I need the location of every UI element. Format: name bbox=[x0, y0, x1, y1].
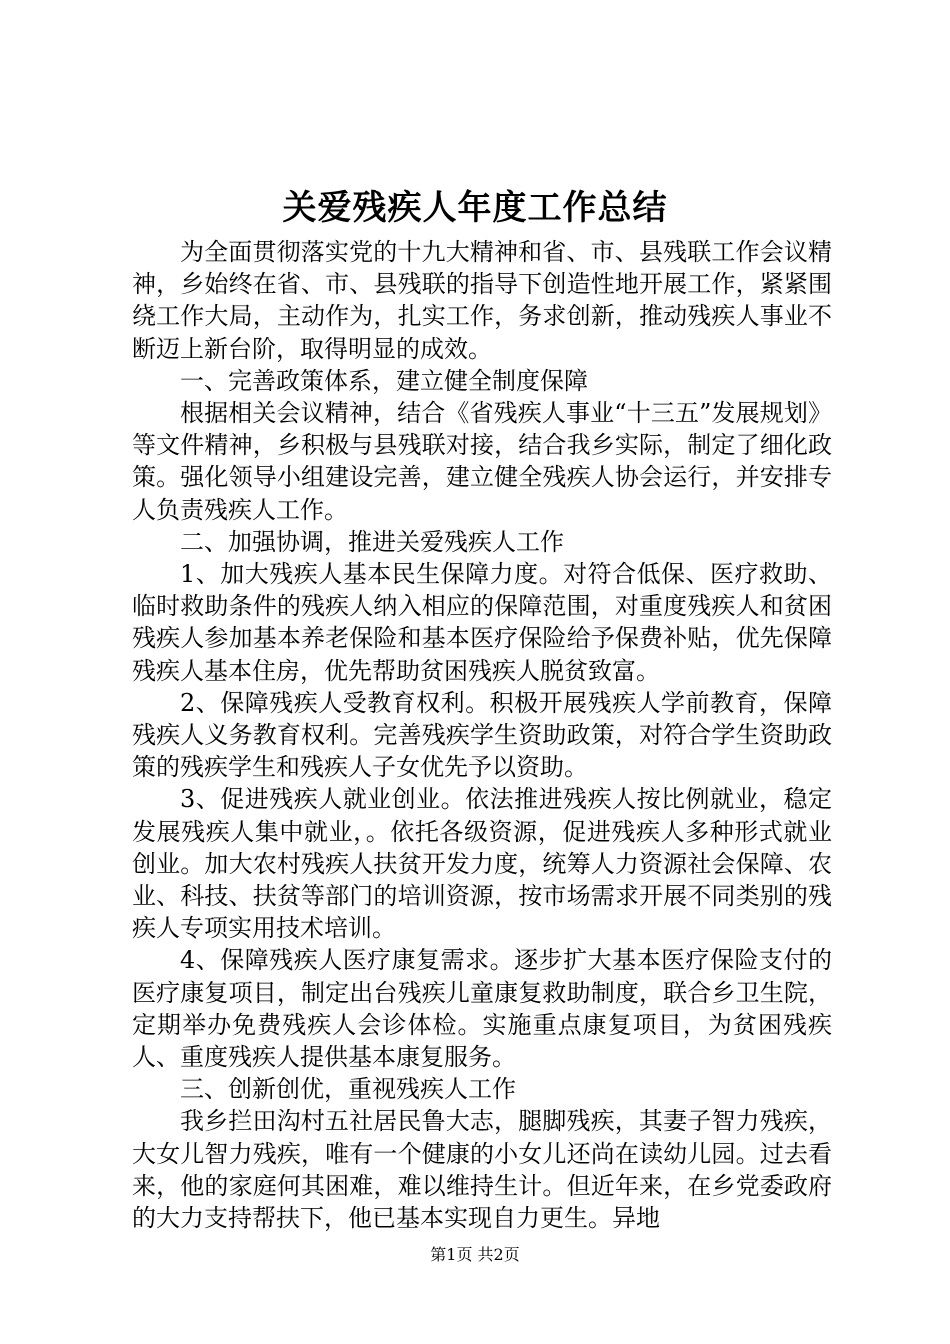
paragraph-section-1: 根据相关会议精神，结合《省残疾人事业“十三五”发展规划》等文件精神，乡积极与县残联对接，结合我乡实际，制定了细化政策。强化领导小组建设完善，建立健全残疾人协会运行，并安排专人负责残疾人工作。 bbox=[132, 399, 832, 524]
page-footer: 第1页 共2页 bbox=[430, 1245, 520, 1264]
paragraph-section-3: 我乡拦田沟村五社居民鲁大志，腿脚残疾，其妻子智力残疾，大女儿智力残疾，唯有一个健康的小女儿还尚在读幼儿园。过去看来，他的家庭何其困难，难以维持生计。但近年来，在乡党委政府的大力支持帮扶下，他已基本实现自力更生。异地 bbox=[132, 1107, 832, 1233]
paragraph-item-2: 2、保障残疾人受教育权利。积极开展残疾人学前教育，保障残疾人义务教育权利。完善残疾学生资助政策，对符合学生资助政策的残疾学生和残疾人子女优先予以资助。 bbox=[132, 688, 832, 782]
document-body bbox=[132, 236, 832, 1234]
paragraph-item-4: 4、保障残疾人医疗康复需求。逐步扩大基本医疗保险支付的医疗康复项目，制定出台残疾儿童康复救助制度，联合乡卫生院，定期举办免费残疾人会诊体检。实施重点康复项目，为贫困残疾人、重度残疾人提供基本康复服务。 bbox=[132, 946, 832, 1072]
paragraph-intro: 为全面贯彻落实党的十九大精神和省、市、县残联工作会议精神，乡始终在省、市、县残联的指导下创造性地开展工作，紧紧围绕工作大局，主动作为，扎实工作，务求创新，推动残疾人事业不断迈上新台阶，取得明显的成效。 bbox=[132, 238, 832, 363]
document-title: 关爱残疾人年度工作总结 bbox=[282, 188, 668, 228]
section-heading-1: 一、完善政策体系，建立健全制度保障 bbox=[180, 366, 588, 395]
section-heading-3: 三、创新创优，重视残疾人工作 bbox=[180, 1075, 516, 1104]
section-heading-2: 二、加强协调，推进关爱残疾人工作 bbox=[180, 527, 564, 556]
paragraph-item-3: 3、促进残疾人就业创业。依法推进残疾人按比例就业，稳定发展残疾人集中就业，。依托各级资源，促进残疾人多种形式就业创业。加大农村残疾人扶贫开发力度，统筹人力资源社会保障、农业、科技、扶贫等部门的培训资源，按市场需求开展不同类别的残疾人专项实用技术培训。 bbox=[132, 785, 832, 943]
paragraph-item-1: 1、加大残疾人基本民生保障力度。对符合低保、医疗救助、临时救助条件的残疾人纳入相应的保障范围，对重度残疾人和贫困残疾人参加基本养老保险和基本医疗保险给予保费补贴，优先保障残疾人基本住房，优先帮助贫困残疾人脱贫致富。 bbox=[132, 560, 832, 685]
